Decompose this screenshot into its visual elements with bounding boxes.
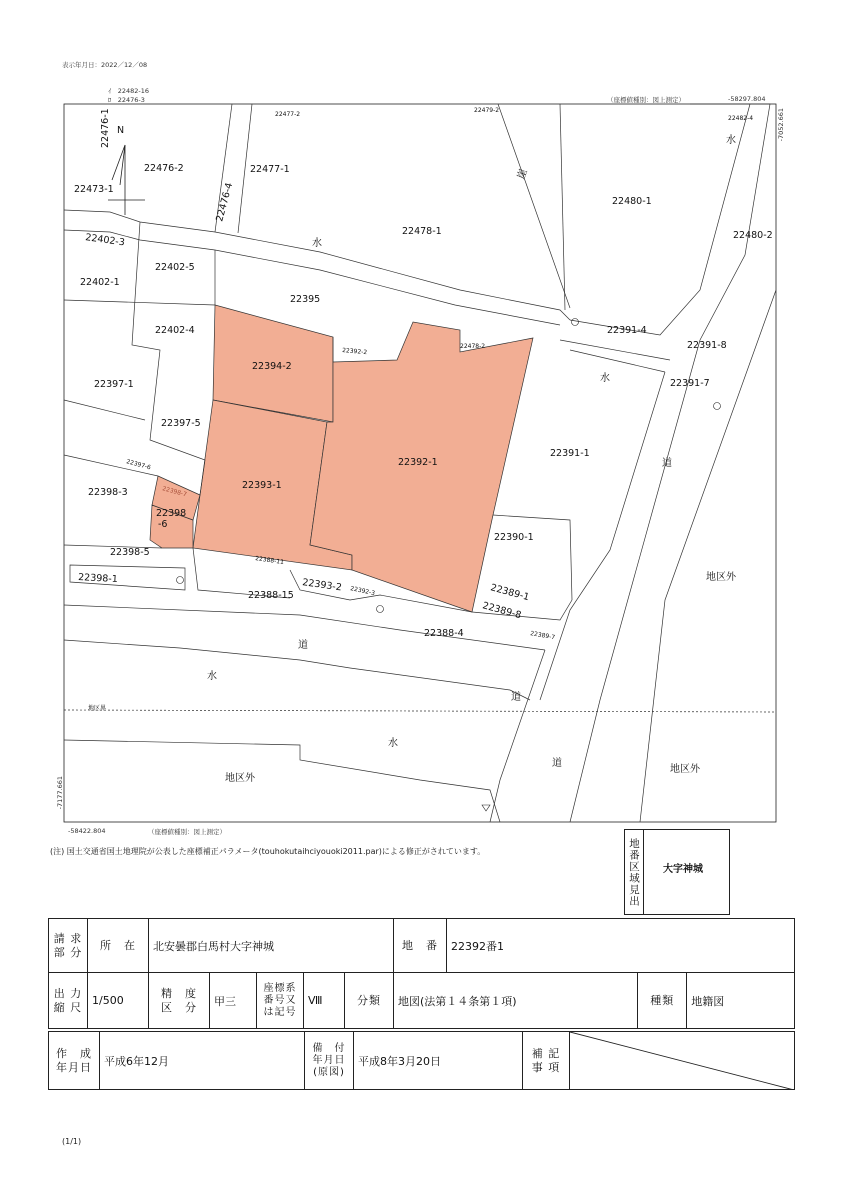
- label-22389-7: 22389-7: [529, 630, 556, 642]
- coord-note-bottom: （座標値種別：図上測定）: [148, 828, 226, 836]
- triangulation-point-icon: [482, 805, 490, 811]
- control-point-icon: [572, 319, 579, 326]
- label-outside: 地区外: [706, 572, 736, 583]
- label-22480-2: 22480-2: [733, 230, 773, 241]
- control-point-icon: [377, 606, 384, 613]
- label-22391-7: 22391-7: [670, 378, 710, 389]
- supplement-label: 補 記 事 項: [523, 1032, 570, 1090]
- y-coord-bottom: -7177.661: [56, 776, 64, 810]
- created-label: 作 成 年月日: [49, 1032, 100, 1090]
- request-label: 請 求 部 分: [49, 919, 88, 973]
- label-22402-4: 22402-4: [155, 325, 195, 336]
- label-22398-5: 22398-5: [110, 547, 150, 558]
- control-point-icon: [177, 577, 184, 584]
- label-water: 水: [388, 738, 398, 749]
- label-road: 道: [511, 692, 521, 703]
- display-date: 表示年月日：2022／12／08: [62, 61, 148, 69]
- label-water: 水: [726, 135, 736, 146]
- label-boundary: 地区界: [88, 705, 107, 712]
- label-22476-1: 22476-1: [100, 108, 111, 148]
- label-rock: 崖: [515, 167, 530, 181]
- x-coord-left: -58422.804: [68, 827, 106, 835]
- page-number: (1/1): [62, 1137, 82, 1146]
- control-point-icon: [714, 403, 721, 410]
- precision-label: 精 度 区 分: [149, 973, 210, 1029]
- label-22388-15: 22388-15: [248, 590, 294, 601]
- label-22478-1: 22478-1: [402, 226, 442, 237]
- attached-value: 平成8年3月20日: [354, 1032, 523, 1090]
- label-22393-1: 22393-1: [242, 480, 282, 491]
- label-water: 水: [312, 238, 322, 249]
- area-box-name: 大字神城: [663, 864, 703, 875]
- created-value: 平成6年12月: [100, 1032, 305, 1090]
- label-22397-6: 22397-6: [125, 458, 152, 472]
- class-value: 地図(法第１４条第１項): [394, 973, 638, 1029]
- label-22398-7: 22398-7: [161, 485, 188, 499]
- label-22397-5: 22397-5: [161, 418, 201, 429]
- ref-line-2: ﾛ 22476-3: [108, 96, 145, 104]
- x-coord-right: -58297.804: [728, 95, 766, 103]
- area-box-label: 地番区域見出: [625, 830, 644, 914]
- coord-value: Ⅷ: [304, 973, 345, 1029]
- strike-line-icon: [570, 1032, 794, 1090]
- info-table-dates: [48, 1031, 795, 1090]
- north-arrow-icon: [108, 145, 145, 215]
- label-water: 水: [207, 671, 217, 682]
- label-22392-2: 22392-2: [341, 347, 368, 357]
- class-label: 分類: [345, 973, 394, 1029]
- label-22402-5: 22402-5: [155, 262, 195, 273]
- coord-label: 座標系 番号又 は記号: [257, 973, 304, 1029]
- label-22389-1: 22389-1: [489, 582, 531, 604]
- scale-value: 1/500: [88, 973, 149, 1029]
- label-22391-8: 22391-8: [687, 340, 727, 351]
- lot-value: 22392番1: [447, 919, 795, 973]
- label-22391-1: 22391-1: [550, 448, 590, 459]
- location-value: 北安曇郡白馬村大字神城: [149, 919, 394, 973]
- label-22398-6-suffix: -6: [158, 519, 168, 530]
- label-road: 道: [298, 640, 308, 651]
- label-22392-3: 22392-3: [349, 585, 376, 598]
- supplement-value: [570, 1032, 795, 1090]
- label-22395: 22395: [290, 294, 321, 305]
- label-22480-1: 22480-1: [612, 196, 652, 207]
- label-22402-1: 22402-1: [80, 277, 120, 288]
- label-22476-4: 22476-4: [214, 181, 236, 223]
- label-22391-4: 22391-4: [607, 325, 647, 336]
- attached-label: 備 付 年月日 (原図): [305, 1032, 354, 1090]
- y-coord-top: -7052.661: [777, 108, 785, 142]
- label-22479-2: 22479-2: [474, 107, 500, 114]
- type-value: 地籍図: [687, 973, 795, 1029]
- label-22478-2: 22478-2: [460, 343, 486, 350]
- area-box: [624, 829, 730, 915]
- type-label: 種類: [638, 973, 687, 1029]
- label-water: 水: [600, 373, 610, 384]
- label-22473-1: 22473-1: [74, 184, 114, 195]
- correction-note: (注) 国土交通省国土地理院が公表した座標補正パラメータ(touhokutaihciyouoki2011.par)による修正がされています。: [50, 847, 486, 856]
- label-22398-1: 22398-1: [77, 572, 119, 586]
- label-22388-11: 22388-11: [254, 555, 285, 567]
- label-22398-6: 22398: [156, 508, 187, 519]
- label-22482-4: 22482-4: [728, 115, 754, 122]
- info-table: [48, 918, 795, 1029]
- label-22397-1: 22397-1: [94, 379, 134, 390]
- label-22393-2: 22393-2: [301, 577, 343, 594]
- label-outside: 地区外: [225, 773, 255, 784]
- label-22388-4: 22388-4: [424, 628, 464, 639]
- label-22398-3: 22398-3: [88, 487, 128, 498]
- label-outside: 地区外: [670, 764, 700, 775]
- lot-label: 地 番: [394, 919, 447, 973]
- label-road: 道: [662, 458, 672, 469]
- label-22394-2: 22394-2: [252, 361, 292, 372]
- label-22392-1: 22392-1: [398, 457, 438, 468]
- label-22477-2: 22477-2: [275, 111, 301, 118]
- label-22402-3: 22402-3: [84, 232, 126, 249]
- location-label: 所 在: [88, 919, 149, 973]
- label-22390-1: 22390-1: [494, 532, 534, 543]
- coord-note-top: （座標値種別：図上測定）: [607, 96, 685, 104]
- label-road: 道: [552, 758, 562, 769]
- label-22477-1: 22477-1: [250, 164, 290, 175]
- label-22389-8: 22389-8: [481, 600, 523, 622]
- precision-value: 甲三: [210, 973, 257, 1029]
- label-22476-2: 22476-2: [144, 163, 184, 174]
- ref-line-1: ｲ 22482-16: [108, 87, 150, 95]
- label-north: N: [117, 125, 125, 136]
- scale-label: 出 力 縮 尺: [49, 973, 88, 1029]
